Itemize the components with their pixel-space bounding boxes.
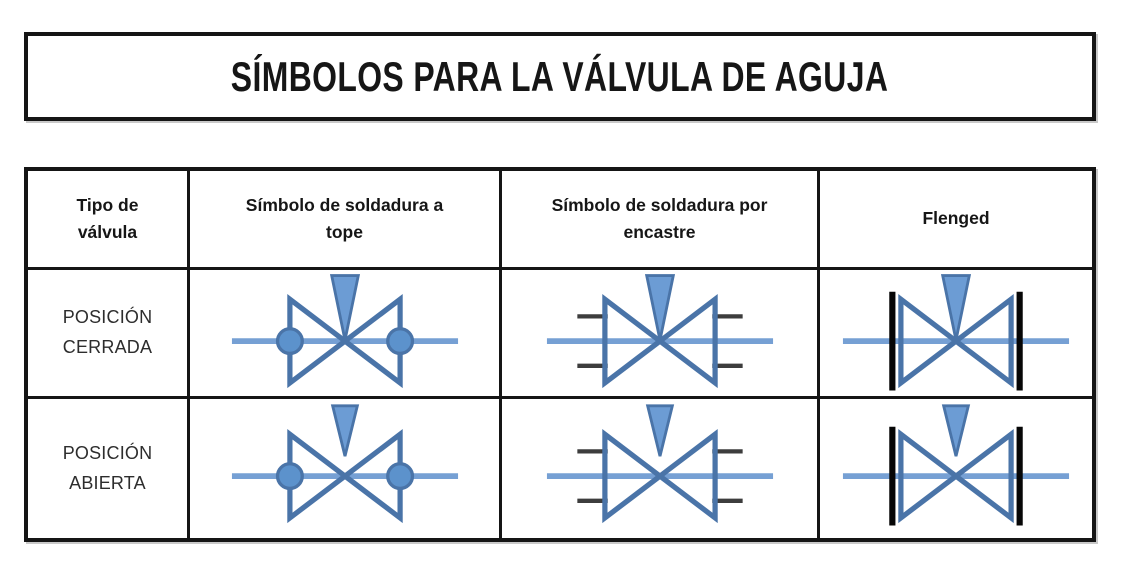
title-box (24, 32, 1096, 121)
col-header-socket-weld-symbol (502, 171, 820, 270)
row-label-posicion-cerrada-text: POSICIÓN CERRADA (62, 307, 153, 357)
col-header-butt-weld-label: Símbolo de soldadura a tope (245, 194, 444, 242)
col-header-valve-type (28, 171, 190, 270)
valve-symbol-open-socket-weld (502, 399, 820, 538)
valve-symbol-open-flanged (820, 399, 1092, 538)
col-header-socket-weld-label: Símbolo de soldadura por encastre (551, 194, 768, 242)
row-label-posicion-abierta (28, 399, 190, 538)
row-label-posicion-cerrada (28, 270, 190, 399)
valve-symbol-closed-butt-weld (190, 270, 502, 399)
col-header-flanged (820, 171, 1092, 270)
page-title: SÍMBOLOS PARA LA VÁLVULA DE AGUJA (231, 52, 889, 100)
col-header-valve-type-label: Tipo de válvula (76, 194, 139, 242)
row-label-posicion-abierta-text: POSICIÓN ABIERTA (62, 442, 153, 493)
valve-symbol-closed-flanged (820, 270, 1092, 399)
needle-valve-symbol-drawing (837, 270, 1075, 399)
needle-valve-symbol-drawing (837, 402, 1075, 535)
needle-valve-symbol-drawing (541, 270, 779, 399)
valve-symbols-table (24, 167, 1096, 542)
col-header-flanged-label: Flenged (922, 208, 990, 229)
needle-valve-symbol-drawing (541, 402, 779, 535)
needle-valve-symbol-drawing (226, 270, 464, 399)
col-header-butt-weld-symbol (190, 171, 502, 270)
valve-symbol-closed-socket-weld (502, 270, 820, 399)
valve-symbol-open-butt-weld (190, 399, 502, 538)
needle-valve-symbol-drawing (226, 402, 464, 535)
